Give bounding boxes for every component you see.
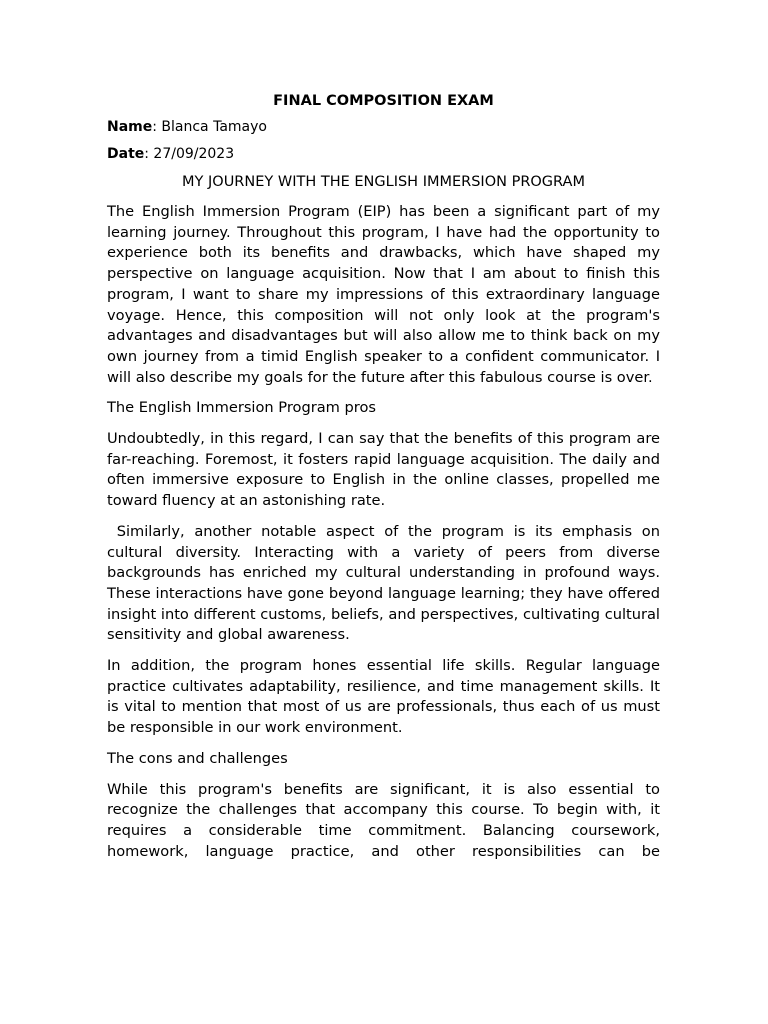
- name-value: : Blanca Tamayo: [152, 119, 267, 135]
- pros-heading: The English Immersion Program pros: [107, 399, 376, 417]
- name-line: [107, 117, 660, 137]
- composition-title: MY JOURNEY WITH THE ENGLISH IMMERSION PROGRAM: [182, 174, 585, 190]
- date-value: : 27/09/2023: [144, 146, 235, 162]
- cons-heading: The cons and challenges: [107, 749, 288, 767]
- document-page: [107, 91, 665, 872]
- date-line: [107, 144, 660, 164]
- name-label: Name: [107, 119, 153, 135]
- intro-paragraph: The English Immersion Program (EIP) has been a significant part of my learning journey. Throughout this program, I have had the opportunity to experience both its benefits and drawbacks, which have shaped my perspective on language acquisition. Now that I am about to finish this program, I want to share my impressions of this extraordinary language voyage. Hence, this composition will not only look at the program's advantages and disadvantages but will also allow me to think back on my own journey from a timid English speaker to a confident communicator. I will also describe my goals for the future after this fabulous course is over.: [107, 203, 660, 386]
- pros-paragraph-2: Similarly, another notable aspect of the program is its emphasis on cultural diversity. Interacting with a variety of peers from diverse backgrounds has enriched my cultural understanding in profound ways. These interactions have gone beyond language learning; they have offered insight into different customs, beliefs, and perspectives, cultivating cultural sensitivity and global awareness.: [107, 522, 665, 644]
- document-title: FINAL COMPOSITION EXAM: [273, 93, 494, 109]
- pros-paragraph-1: Undoubtedly, in this regard, I can say that the benefits of this program are far-reaching. Foremost, it fosters rapid language acquisition. The daily and often immersive exposure to English in the online classes, propelled me toward fluency at an astonishing rate.: [107, 430, 660, 510]
- date-label: Date: [107, 146, 145, 162]
- pros-paragraph-3: In addition, the program hones essential life skills. Regular language practice cultivates adaptability, resilience, and time management skills. It is vital to mention that most of us are professionals, thus each of us must be responsible in our work environment.: [107, 657, 660, 737]
- cons-paragraph-1: While this program's benefits are significant, it is also essential to recognize the challenges that accompany this course. To begin with, it requires a considerable time commitment. Balancing coursework, homework, language practice, and other responsibilities can be: [107, 780, 660, 860]
